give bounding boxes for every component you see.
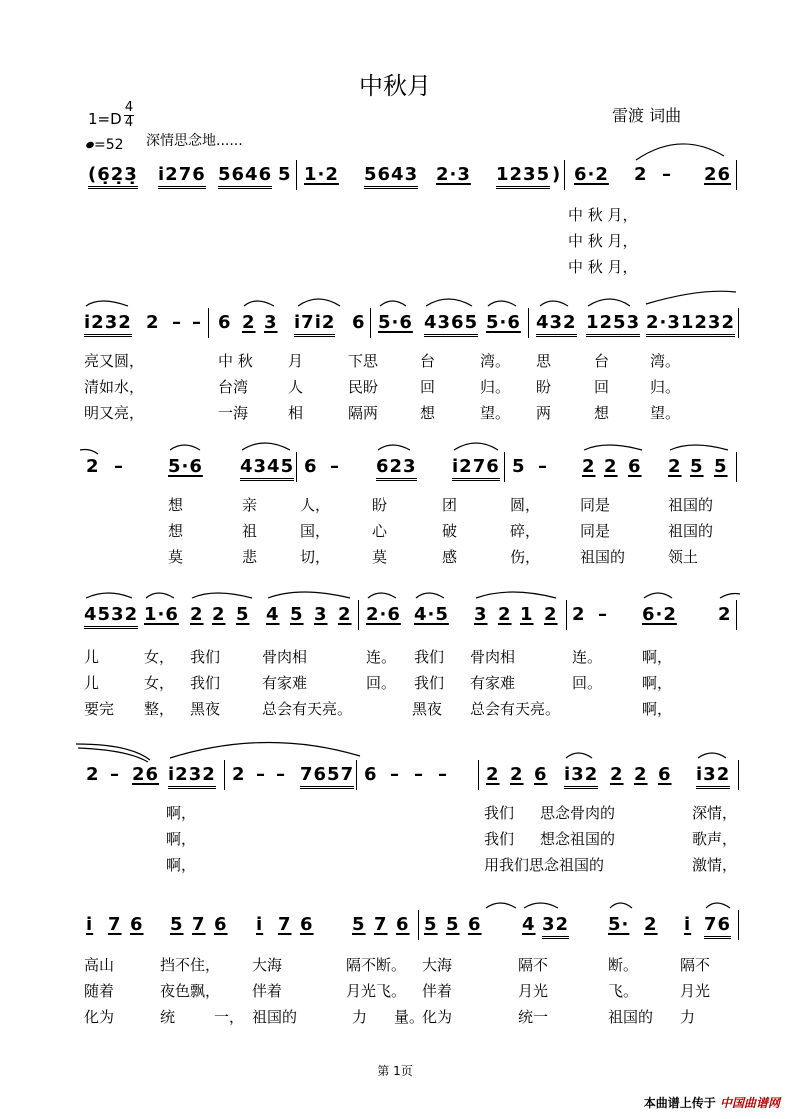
- lyric: 骨肉相: [262, 648, 308, 666]
- note-group: 5646: [218, 164, 272, 189]
- lyric: 隔两: [348, 404, 379, 422]
- slur: [170, 445, 200, 450]
- lyric: 亲: [242, 496, 258, 514]
- slur: [80, 450, 98, 455]
- lyric: 祖: [242, 522, 258, 540]
- lyric: 挡不住，: [160, 956, 221, 974]
- note-group: i7i2: [294, 312, 335, 337]
- note-group: 6: [352, 312, 366, 333]
- barline: [356, 760, 357, 790]
- lyric: 悲: [242, 548, 258, 566]
- note-group: 2: [718, 604, 732, 625]
- lyric: 啊，: [642, 648, 673, 666]
- barline: [566, 600, 567, 630]
- slur: [244, 301, 274, 306]
- slur: [86, 301, 128, 306]
- lyric: 盼: [536, 378, 552, 396]
- lyric: 女，: [144, 674, 175, 692]
- lyric: 归。: [480, 378, 511, 396]
- lyric: 深情，: [692, 804, 738, 822]
- note-group: 2: [634, 764, 648, 785]
- note-group: 6: [534, 764, 548, 785]
- note-group: 7: [374, 914, 388, 935]
- note-group: 2: [510, 764, 524, 785]
- note-group: 7: [192, 914, 206, 935]
- note-group: i: [256, 914, 264, 935]
- dash: –: [172, 312, 182, 333]
- note-group: 1253: [586, 312, 640, 337]
- dash: –: [414, 764, 424, 785]
- close-paren: ): [552, 164, 562, 185]
- note-group: 6: [468, 914, 482, 935]
- time-signature: [124, 101, 134, 130]
- lyric-line-2: 中 秋 月，: [568, 232, 638, 250]
- note-group: 5: [236, 604, 250, 625]
- lyric: 我们: [414, 674, 445, 692]
- dash: –: [438, 764, 448, 785]
- barline: [358, 600, 359, 630]
- lyric: 切，: [300, 548, 331, 566]
- note-group: 76: [704, 914, 731, 939]
- barline: [738, 760, 739, 790]
- slur: [192, 593, 252, 598]
- lyric: 回。: [572, 674, 603, 692]
- lyric: 祖国的: [668, 522, 714, 540]
- key-signature: 1=D: [88, 110, 122, 128]
- slur: [524, 903, 558, 908]
- lyric: 祖国的: [668, 496, 714, 514]
- site-logo: 中国曲谱网: [719, 1096, 780, 1110]
- composer-credit: 雷渡 词曲: [612, 106, 682, 125]
- lyric: 大海: [422, 956, 453, 974]
- meter-top: 4: [124, 100, 134, 115]
- slur: [706, 903, 730, 908]
- note-group: i232: [84, 312, 132, 337]
- note-group: 2: [644, 914, 658, 935]
- lyric: 民盼: [348, 378, 379, 396]
- note-group: 2: [232, 764, 246, 785]
- lyric: 想: [168, 496, 184, 514]
- slur: [610, 903, 632, 908]
- lyric: 回: [594, 378, 610, 396]
- lyric: 月光: [518, 982, 549, 1000]
- note-group: 2: [242, 312, 256, 333]
- lyric: 高山: [84, 956, 115, 974]
- note-group: 3: [474, 604, 488, 625]
- dash: –: [538, 456, 548, 477]
- note-group: 2: [86, 456, 100, 477]
- note-group: 2: [86, 764, 100, 785]
- dash: –: [390, 764, 400, 785]
- barline: [528, 308, 529, 338]
- note-group: 6: [130, 914, 144, 935]
- note-group: 1: [520, 604, 534, 625]
- lyric: 台: [594, 352, 610, 370]
- dash: –: [110, 764, 120, 785]
- dash: –: [330, 456, 340, 477]
- note-group: 5: [446, 914, 460, 935]
- slur: [584, 445, 642, 450]
- lyric: 连。: [572, 648, 603, 666]
- lyric: 团: [442, 496, 458, 514]
- slur: [86, 593, 132, 598]
- lyric: 回。: [366, 674, 397, 692]
- lyric: 一海: [218, 404, 249, 422]
- note-group: 2: [610, 764, 624, 785]
- slur: [720, 594, 740, 599]
- note-group: i: [86, 914, 94, 935]
- note-group: 5: [170, 914, 184, 935]
- barline: [738, 910, 739, 940]
- lyric: 隔不: [518, 956, 549, 974]
- note-group: 5·6: [168, 456, 203, 477]
- note-group: 5·6: [486, 312, 521, 333]
- slur: [76, 744, 150, 760]
- note-group: i: [684, 914, 692, 935]
- lyric: 一，: [214, 1008, 245, 1026]
- dash: –: [192, 312, 202, 333]
- barline: [738, 308, 739, 338]
- lyric-line-3: 中 秋 月，: [568, 258, 638, 276]
- note-group: 2: [572, 604, 586, 625]
- lyric: 下思: [348, 352, 379, 370]
- note-group: 4345: [240, 456, 294, 481]
- lyric: 用我们思念祖国的: [484, 856, 605, 874]
- lyric: 我们: [484, 830, 515, 848]
- slur: [488, 301, 516, 306]
- note-group: 6·2: [642, 604, 677, 625]
- lyric: 同是: [580, 522, 611, 540]
- note-group: 2·6: [366, 604, 401, 625]
- note-group: 7657: [300, 764, 354, 789]
- note-group: 623: [376, 456, 417, 481]
- note-group: 6: [658, 764, 672, 785]
- lyric: 伤，: [510, 548, 541, 566]
- source-credit: [644, 1094, 780, 1111]
- lyric: 整，: [144, 700, 175, 718]
- lyric: 我们: [484, 804, 515, 822]
- slur: [146, 593, 174, 598]
- slur: [566, 753, 592, 758]
- lyric: 湾。: [650, 352, 681, 370]
- lyric: 骨肉相: [470, 648, 516, 666]
- note-group: 2: [486, 764, 500, 785]
- note-group: 3: [314, 604, 328, 625]
- note-group: 4532: [84, 604, 138, 629]
- slur: [698, 753, 726, 758]
- slur: [636, 144, 724, 160]
- meter-bottom: 4: [124, 115, 134, 130]
- slur: [78, 748, 148, 762]
- lyric: 有家难: [470, 674, 516, 692]
- lyric: 总会有天亮。: [470, 700, 561, 718]
- lyric: 伴着: [422, 982, 453, 1000]
- lyric: 想: [420, 404, 436, 422]
- slur: [378, 445, 410, 450]
- lyric: 女，: [144, 648, 175, 666]
- note-group: 432: [536, 312, 577, 337]
- note-group: 2·31232: [646, 312, 735, 337]
- lyric: 亮又圆，: [84, 352, 145, 370]
- note-group: 1235: [496, 164, 550, 189]
- lyric: 统一: [518, 1008, 549, 1026]
- lyric: 明又亮，: [84, 404, 145, 422]
- lyric: 啊，: [642, 700, 673, 718]
- lyric: 月光: [680, 982, 711, 1000]
- lyric: 心: [372, 522, 388, 540]
- barline: [418, 910, 419, 940]
- note-group: i32: [564, 764, 598, 789]
- tempo-mark: [86, 137, 124, 153]
- lyric: 隔不: [680, 956, 711, 974]
- slur: [368, 593, 396, 598]
- lyric: 湾。: [480, 352, 511, 370]
- source-label: 本曲谱上传于: [643, 1096, 716, 1110]
- note-group: 2: [544, 604, 558, 625]
- note-group: 26: [132, 764, 160, 785]
- slur: [416, 593, 444, 598]
- lyric: 统: [160, 1008, 176, 1026]
- dash: –: [276, 764, 286, 785]
- note-group: (6̣2̣3̣: [88, 164, 138, 189]
- note-group: 2: [190, 604, 204, 625]
- lyric: 有家难: [262, 674, 308, 692]
- lyric: 圆，: [510, 496, 541, 514]
- lyric: 台: [420, 352, 436, 370]
- slur: [644, 593, 672, 598]
- lyric: 想: [594, 404, 610, 422]
- note-group: 4·5: [414, 604, 449, 625]
- note-group: 6·2: [574, 164, 609, 185]
- note-group: i276: [158, 164, 206, 189]
- lyric: 祖国的: [608, 1008, 654, 1026]
- lyric: 领土: [668, 548, 699, 566]
- note-group: 5: [690, 456, 704, 477]
- lyric: 相: [288, 404, 304, 422]
- note-group: 5: [352, 914, 366, 935]
- barline: [564, 160, 565, 190]
- lyric: 祖国的: [580, 548, 626, 566]
- slur: [588, 299, 630, 306]
- lyric: 归。: [650, 378, 681, 396]
- note-group: 6: [304, 456, 318, 477]
- lyric: 总会有天亮。: [262, 700, 353, 718]
- lyric: 思念骨肉的: [540, 804, 616, 822]
- note-group: 6: [628, 456, 642, 477]
- note-group: 5643: [364, 164, 418, 189]
- lyric: 激情，: [692, 856, 738, 874]
- barline: [504, 452, 505, 482]
- lyric: 莫: [168, 548, 184, 566]
- note-group: 26: [704, 164, 732, 185]
- lyric: 大海: [252, 956, 283, 974]
- note-group: 1·2: [304, 164, 339, 185]
- lyric: 飞。: [608, 982, 639, 1000]
- note-group: 4365: [424, 312, 478, 337]
- lyric: 我们: [414, 648, 445, 666]
- dash: –: [256, 764, 266, 785]
- note-group: 5: [290, 604, 304, 625]
- note-group: 3: [264, 312, 278, 333]
- lyric: 望。: [480, 404, 511, 422]
- lyric: 随着: [84, 982, 115, 1000]
- lyric: 想: [168, 522, 184, 540]
- lyric: 清如水，: [84, 378, 145, 396]
- lyric: 啊，: [642, 674, 673, 692]
- note-group: 5·: [608, 914, 630, 935]
- slur: [476, 592, 556, 598]
- barline: [296, 160, 297, 190]
- lyric: 夜色飘，: [160, 982, 221, 1000]
- note-group: 6: [300, 914, 314, 935]
- lyric: 啊，: [166, 804, 197, 822]
- lyric: 国，: [300, 522, 331, 540]
- note-group: 7: [108, 914, 122, 935]
- lyric: 祖国的: [252, 1008, 298, 1026]
- lyric: 碎，: [510, 522, 541, 540]
- barline: [478, 760, 479, 790]
- slur: [426, 299, 472, 306]
- slur: [670, 445, 728, 450]
- lyric: 月光飞。: [346, 982, 407, 1000]
- note-group: 4: [522, 914, 536, 935]
- expression-mark: 深情思念地......: [146, 133, 243, 149]
- lyric: 力: [352, 1008, 368, 1026]
- note-group: 5: [512, 456, 526, 477]
- lyric: 破: [442, 522, 458, 540]
- lyric-line-1: 中 秋 月，: [568, 206, 638, 224]
- lyric: 化为: [422, 1008, 453, 1026]
- lyric: 隔不断。: [346, 956, 407, 974]
- lyric: 黑夜: [412, 700, 443, 718]
- slur: [268, 592, 350, 598]
- slur: [380, 301, 406, 306]
- slur: [540, 301, 568, 306]
- lyric: 回: [420, 378, 436, 396]
- lyric: 思: [536, 352, 552, 370]
- barline: [208, 308, 209, 338]
- lyric: 盼: [372, 496, 388, 514]
- tempo-value: =52: [94, 137, 124, 153]
- lyric: 中 秋: [218, 352, 253, 370]
- slur: [486, 903, 516, 908]
- note-group: 6: [396, 914, 410, 935]
- lyric: 我们: [190, 648, 221, 666]
- lyric: 啊，: [166, 856, 197, 874]
- lyric: 化为: [84, 1008, 115, 1026]
- lyric: 啊，: [166, 830, 197, 848]
- lyric: 人: [288, 378, 304, 396]
- note-group: 2: [634, 164, 648, 185]
- barline: [736, 160, 737, 190]
- lyric: 望。: [650, 404, 681, 422]
- dash: –: [662, 164, 672, 185]
- note-group: 2: [212, 604, 226, 625]
- lyric: 力: [680, 1008, 696, 1026]
- slur: [646, 291, 736, 304]
- note-group: 2: [668, 456, 682, 477]
- slur: [242, 443, 290, 450]
- lyric: 同是: [580, 496, 611, 514]
- note-group: 5: [424, 914, 438, 935]
- lyric: 人，: [300, 496, 331, 514]
- page-number: 第 1页: [377, 1064, 413, 1078]
- note-group: 5: [714, 456, 728, 477]
- barline: [296, 452, 297, 482]
- lyric: 我们: [190, 674, 221, 692]
- lyric: 儿: [84, 674, 100, 692]
- note-group: 6: [218, 312, 232, 333]
- slur: [454, 443, 498, 450]
- note-group: i276: [452, 456, 500, 481]
- note-group: 1·6: [144, 604, 179, 625]
- barline: [224, 760, 225, 790]
- lyric: 月: [288, 352, 304, 370]
- dash: –: [598, 604, 608, 625]
- lyric: 两: [536, 404, 552, 422]
- lyric: 莫: [372, 548, 388, 566]
- note-group: 2: [582, 456, 596, 477]
- lyric: 儿: [84, 648, 100, 666]
- note-group: i232: [168, 764, 216, 789]
- note-group: 2: [604, 456, 618, 477]
- note-group: 2: [146, 312, 160, 333]
- lyric: 台湾: [218, 378, 249, 396]
- lyric: 黑夜: [190, 700, 221, 718]
- slur: [170, 742, 360, 758]
- lyric: 连。: [366, 648, 397, 666]
- dash: –: [114, 456, 124, 477]
- note-group: 32: [542, 914, 569, 939]
- note-group: 7: [278, 914, 292, 935]
- note-group: 5·6: [378, 312, 413, 333]
- note-group: 6: [214, 914, 228, 935]
- lyric: 要完: [84, 700, 115, 718]
- lyric: 歌声，: [692, 830, 738, 848]
- note-group: 5: [278, 164, 292, 185]
- note-group: 2: [338, 604, 352, 625]
- lyric: 伴着: [252, 982, 283, 1000]
- slur: [298, 299, 340, 306]
- note-group: 4: [266, 604, 280, 625]
- note-group: 2·3: [436, 164, 471, 185]
- note-group: 2: [498, 604, 512, 625]
- note-group: i32: [696, 764, 730, 789]
- barline: [736, 452, 737, 482]
- lyric: 想念祖国的: [540, 830, 616, 848]
- lyric: 断。: [608, 956, 639, 974]
- page-title: 中秋月: [359, 72, 431, 100]
- note-group: 6: [364, 764, 378, 785]
- barline: [736, 600, 737, 630]
- lyric: 感: [442, 548, 458, 566]
- lyric: 量。: [394, 1008, 425, 1026]
- barline: [370, 308, 371, 338]
